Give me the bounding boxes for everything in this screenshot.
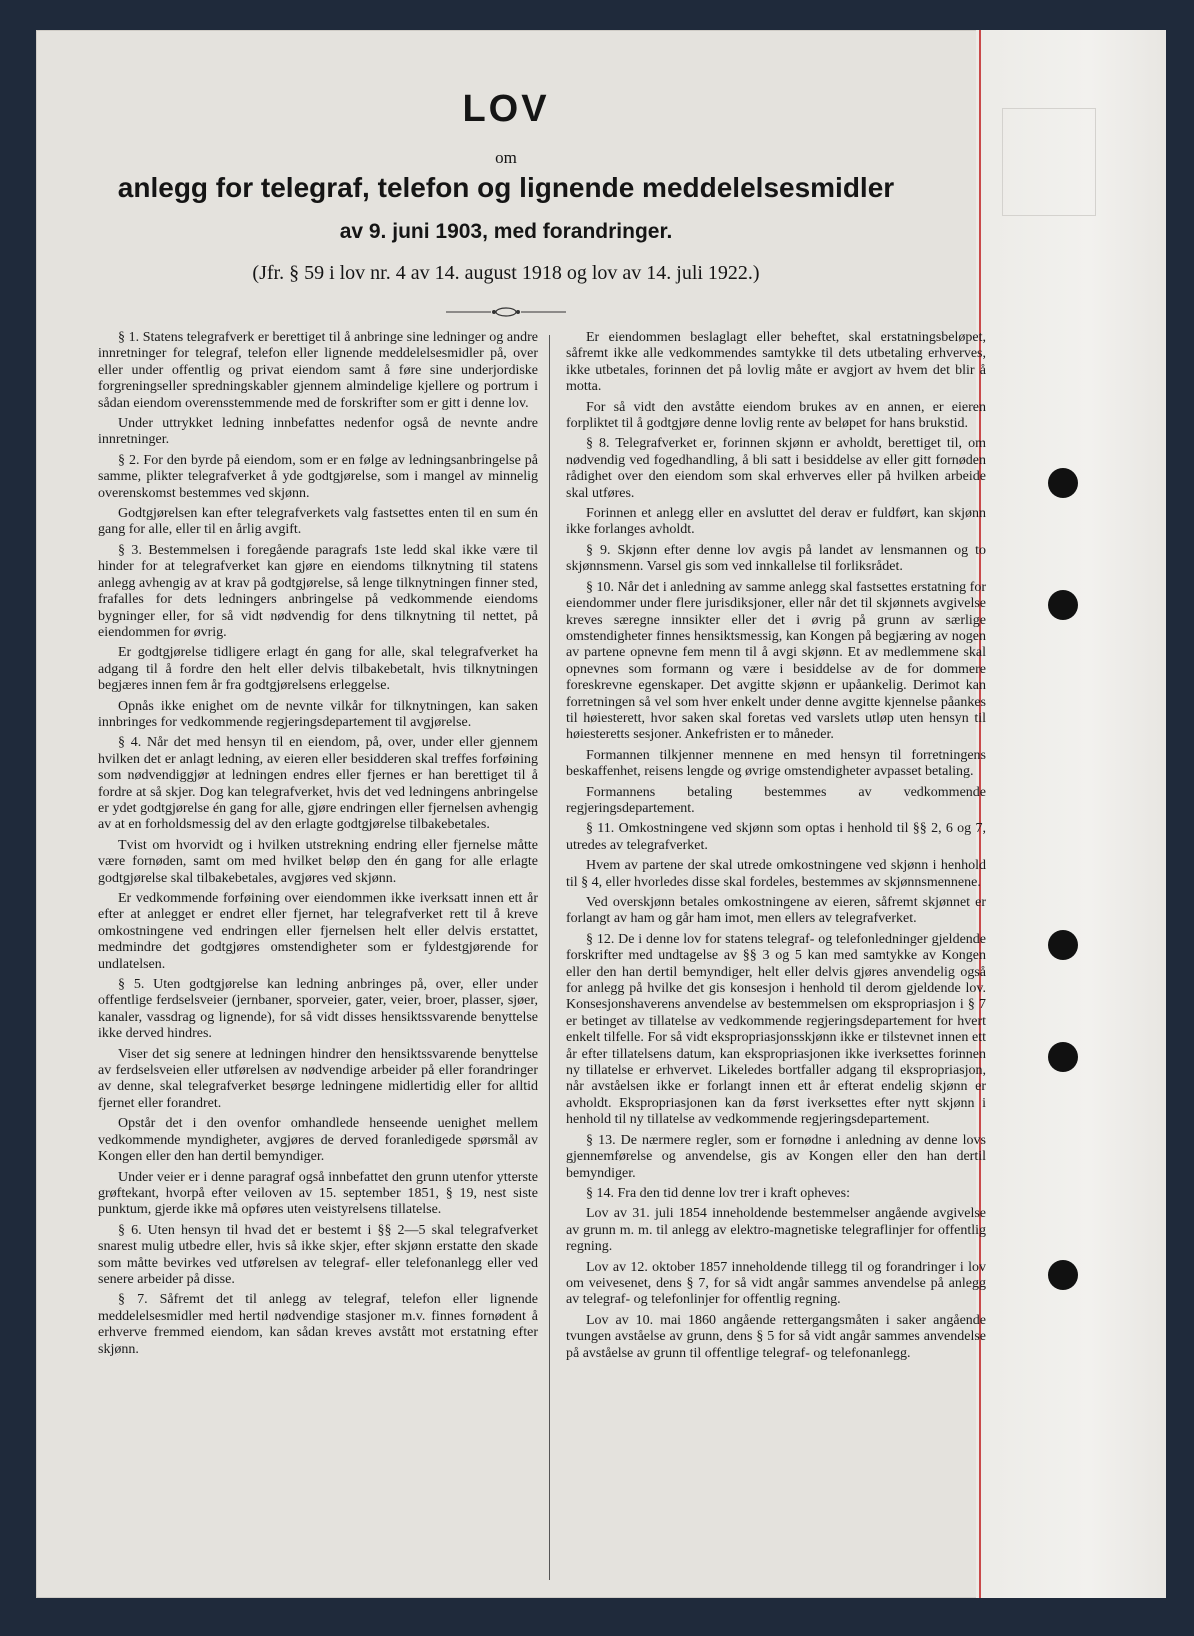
paragraph: § 14. Fra den tid denne lov trer i kraft opheves: [586, 1185, 850, 1201]
paragraph: Lov av 12. oktober 1857 inneholdende tillegg til og forandringer i lov om veivesenet, dens § 7, for så vidt angår sammes anvendelse på anlegg av telegraf- og telefonlinjer for offentlig regning. [566, 1259, 986, 1308]
paragraph: § 8. Telegrafverket er, forinnen skjønn er avholdt, berettiget til, om nødvendig ved fogedhandling, å bli satt i besiddelse av eller gitt fornøden rådighet over den eiendom som skal erhverves eller på hvilken arbeide skal utføres. [566, 436, 986, 501]
paragraph: Viser det sig senere at ledningen hindrer den hensiktssvarende benyttelse av ferdselsveien eller utførelsen av nødvendige arbeider på eller forandringer av denne, skal telegrafverket besørge ledningene midlertidig eller for alltid fjernet eller forandret. [98, 1046, 538, 1111]
paragraph: § 2. For den byrde på eiendom, som er en følge av ledningsanbringelse på samme, plikter telegrafverket å yde godtgjørelse, som i mangel av minnelig overenskomst bestemmes ved skjønn. [98, 452, 538, 501]
paragraph: Formannen tilkjenner mennene en med hensyn til forretningens beskaffenhet, reisens lengde og øvrige omstendigheter avpasset betaling. [566, 747, 986, 780]
binding-flap [976, 30, 1166, 1598]
doc-date-line: av 9. juni 1903, med forandringer. [339, 220, 673, 243]
left-column [98, 330, 538, 1362]
paragraph: Er vedkommende forføining over eiendommen ikke iverksatt innen ett år efter at anlegget er endret eller fjernet, har telegrafverket rett til å kreve omkostningene ved endringen eller fjernelsen helt eller delvis erstattet, medmindre det godtgjøres omstendigheter som er fyldestgjørende for undlatelsen. [98, 891, 538, 972]
paragraph: Lov av 31. juli 1854 inneholdende bestemmelser angående avgivelse av grunn m. m. til anlegg av elektro-magnetiske telegraflinjer for offentlig regning. [566, 1206, 986, 1255]
paragraph: Opnås ikke enighet om de nevnte vilkår for tilknytningen, kan saken innbringes for vedkommende regjeringsdepartement til avgjørelse. [98, 698, 538, 730]
paragraph: § 5. Uten godtgjørelse kan ledning anbringes på, over, eller under offentlige ferdselsveier (jernbaner, sporveier, gater, veier, broer, plasser, sjøer, kanaler, vassdrag og lignende), for så vidt disses hensiktssvarende benyttelse ikke derved hindres. [98, 977, 538, 1042]
paragraph: § 1. Statens telegrafverk er berettiget til å anbringe sine ledninger og andre innretninger for telegraf, telefon eller lignende meddelelsesmidler på, over eller under offentlig og privat eiendom samt å føre sine underjordiske forgreningseller spredningskabler gjennem almindelige kjellere og portrum i sådan eiendom overensstemmende med de forskrifter som er gitt i denne lov. [98, 330, 538, 411]
paragraph: For så vidt den avståtte eiendom brukes av en annen, er eieren forpliktet til å godtgjøre denne lovlig rente av beløpet for hans brukstid. [566, 399, 986, 432]
punch-hole [1048, 1042, 1078, 1072]
document-page [36, 30, 1146, 1598]
paragraph: Forinnen et anlegg eller en avsluttet del derav er fuldført, kan skjønn ikke forlanges avholdt. [566, 506, 986, 538]
paragraph: § 11. Omkostningene ved skjønn som optas i henhold til §§ 2, 6 og 7, utredes av telegrafverket. [566, 821, 986, 853]
doc-reference: (Jfr. § 59 i lov nr. 4 av 14. august 1918 og lov av 14. juli 1922.) [252, 262, 760, 284]
paragraph: § 7. Såfremt det til anlegg av telegraf, telefon eller lignende meddelelsesmidler med hertil nødvendige stasjoner m.v. finnes fornødent å erhverve fremmed eiendom, kan sådan kreves avstått mot erstatning efter skjønn. [98, 1292, 538, 1357]
ornament-divider [446, 302, 566, 322]
paragraph: § 6. Uten hensyn til hvad det er bestemt i §§ 2—5 skal telegrafverket snarest mulig utbedre eller, hvis så ikke skjer, efter skjønn erstatte den skade som måtte bevirkes ved utførelsen av telegraf- eller telefonanlegg eller ved senere arbeider på disse. [98, 1222, 538, 1287]
column-divider [549, 335, 550, 1580]
punch-hole [1048, 1260, 1078, 1290]
paragraph: Hvem av partene der skal utrede omkostningene ved skjønn i henhold til § 4, eller hvorledes disse skal fordeles, bestemmes av skjønnsmennene. [566, 858, 986, 890]
paragraph: § 10. Når det i anledning av samme anlegg skal fastsettes erstatning for eiendommer under flere jurisdiksjoner, eller når det til skjønnets avgivelse kreves særegne innsikter eller det i øvrig på grunn av særlige omstendigheter finnes hensiktsmessig, kan Kongen på begjæring av nogen av partene opnevne fem menn til å avgi skjønn. Et av medlemmene skal opnevnes som formann og være i besiddelse av de for dommere foreskrevne egenskaper. Det avgitte skjønn er upåankelig. Derimot kan forretningen så vel som hver enkelt under denne avgitte kjennelse påankes til høiesterett, hvor saken skal foretas ved varslets utløp uten hensyn til høiesteretts sesjoner. Ankefristen er to måneder. [566, 579, 986, 743]
doc-subtitle: om [495, 148, 517, 167]
paragraph: § 3. Bestemmelsen i foregående paragrafs 1ste ledd skal ikke være til hinder for at telegrafverket kan gjøre en eiendoms tilknytning til statens anlegg avhengig av at krav på godtgjørelse, så lenge tilknytningen finner sted, frafalles for dets ledningers anbringelse på vedkommende eiendoms bygninger eller, for så vidt nødvendig for dens tilknytning til nettet, på eiendommen for øvrig. [98, 542, 538, 640]
paragraph: Formannens betaling bestemmes av vedkommende regjeringsdepartement. [566, 784, 986, 816]
paragraph: Godtgjørelsen kan efter telegrafverkets valg fastsettes enten til en sum én gang for alle, eller til en årlig avgift. [98, 506, 538, 538]
paragraph: Lov av 10. mai 1860 angående rettergangsmåten i saker angående tvungen avståelse av grunn, dens § 5 for så vidt angår sammes anvendelse på avståelse av grunn til offentlige telegraf- og telefonanlegg. [566, 1312, 986, 1361]
doc-title: LOV [462, 88, 550, 130]
paragraph: Under veier er i denne paragraf også innbefattet den grunn utenfor ytterste grøftekant, hvorpå efter veiloven av 15. september 1851, § 19, nest siste punktum, gjerde ikke må opføres uten veistyrelsens tillatelse. [98, 1169, 538, 1218]
paragraph: § 13. De nærmere regler, som er fornødne i anledning av denne lovs gjennemførelse og anvendelse, gis av Kongen eller den han dertil bemyndiger. [566, 1132, 986, 1181]
paragraph: Opstår det i den ovenfor omhandlede henseende uenighet mellem vedkommende myndigheter, avgjøres de derved foranledigede spørsmål av Kongen eller den han dertil bemyndiger. [98, 1116, 538, 1165]
paragraph: § 12. De i denne lov for statens telegraf- og telefonledninger gjeldende forskrifter med undtagelse av §§ 3 og 5 kan med samtykke av Kongen eller den han dertil bemyndiger, helt eller delvis gjøres anvendelig også for anlegg på hvilke det gis konsesjon i henhold til derom gjeldende lov. Konsesjonshaverens anvendelse av bestemmelsen om ekspropriasjon i § 7 er betinget av tillatelse av vedkommende regjeringsdepartement for hvert enkelt tilfelle. For så vidt ekspropriasjonsskjønn ikke er tilstevnet innen ett år efter tillatelsens datum, kan ekspropriasjonen ikke iverksettes forinnen ny tillatelse er erhvervet. Likeledes bortfaller adgang til ekspropriasjon, når avståelsen ikke er forlangt innen ett år efterat endelig skjønn er avholdt. Ekspropriasjonen kan da først iverksettes efter nytt skjønn i henhold til ny tillatelse av vedkommende regjeringsdepartement. [566, 931, 986, 1128]
paragraph: § 4. Når det med hensyn til en eiendom, på, over, under eller gjennem hvilken det er anlagt ledning, av eieren eller besidderen skal treffes forføining som nødvendiggjør at ledningen endres eller fjernes er han berettiget til å fordre at så skjer. Dog kan telegrafverket, hvis det ved ledningens anbringelse er ydet godtgjørelse én gang for alle, gjøre endringen eller fjernelsen avhengig av at en forholdsmessig del av den erlagte godtgjørelse tilbakebetales. [98, 735, 538, 833]
paragraph: § 9. Skjønn efter denne lov avgis på landet av lensmannen og to skjønnsmenn. Varsel gis som ved innkallelse til forliksrådet. [566, 542, 986, 575]
paragraph: Ved overskjønn betales omkostningene av eieren, såfremt skjønnet er forlangt av ham og går ham imot, men ellers av telegrafverket. [566, 895, 986, 927]
right-column [566, 330, 986, 1366]
paragraph: Er eiendommen beslaglagt eller beheftet, skal erstatningsbeløpet, såfremt ikke alle vedkommendes samtykke til dets utbetaling erhverves, ikke utbetales, forinnen det på lovlig måte er avgjort av hvem det blir å motta. [566, 330, 986, 395]
doc-main-title: anlegg for telegraf, telefon og lignende meddelelsesmidler [117, 172, 895, 203]
faded-stamp [1002, 108, 1096, 216]
paragraph: Tvist om hvorvidt og i hvilken utstrekning endring eller fjernelse måtte være fornøden, samt om med hvilket beløp den én gang for alle erlagte godtgjørelse skal tilbakebetales, avgjøres ved skjønn. [98, 837, 538, 886]
paragraph: Under uttrykket ledning innbefattes nedenfor også de nevnte andre innretninger. [98, 416, 538, 448]
punch-hole [1048, 930, 1078, 960]
paragraph: Er godtgjørelse tidligere erlagt én gang for alle, skal telegrafverket ha adgang til å fordre den helt eller delvis tilbakebetalt, hvis tilknytningen begjæres innen fem år fra godtgjørelsens erleggelse. [98, 645, 538, 694]
punch-hole [1048, 590, 1078, 620]
punch-hole [1048, 468, 1078, 498]
